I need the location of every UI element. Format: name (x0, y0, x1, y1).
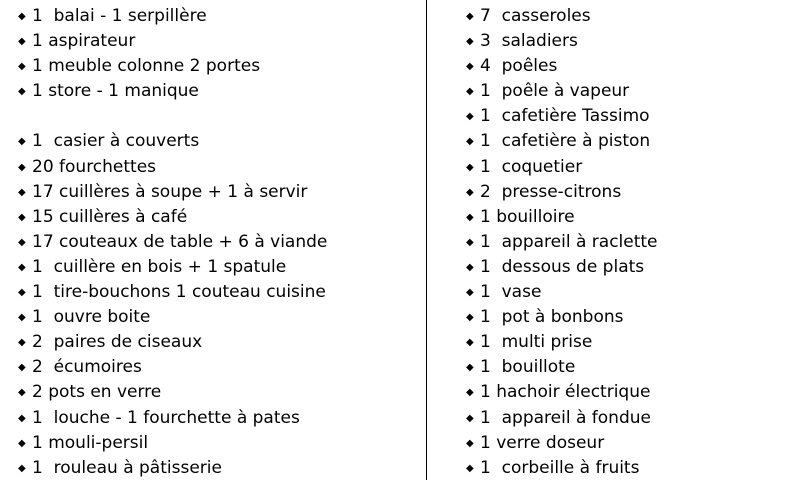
bullet-icon: ◆ (18, 387, 26, 399)
list-item: ◆ 4 poêles (466, 54, 658, 79)
list-item: ◆ 1 meuble colonne 2 portes (18, 54, 327, 79)
list-item: ◆ 1 corbeille à fruits (466, 456, 658, 481)
bullet-icon: ◆ (466, 337, 474, 349)
list-item: ◆ 1 tire-bouchons 1 couteau cuisine (18, 280, 327, 305)
list-item: ◆ 2 écumoires (18, 355, 327, 380)
list-item: ◆ 1 vase (466, 280, 658, 305)
list-item: ◆ 7 casseroles (466, 4, 658, 29)
list-item: ◆ 1 mouli-persil (18, 431, 327, 456)
bullet-icon: ◆ (466, 462, 474, 474)
bullet-icon: ◆ (466, 111, 474, 123)
list-item: ◆ 15 cuillères à café (18, 205, 327, 230)
list-item: ◆ 1 hachoir électrique (466, 380, 658, 405)
bullet-icon: ◆ (18, 11, 26, 22)
bullet-icon: ◆ (18, 437, 26, 449)
bullet-icon: ◆ (466, 36, 474, 48)
bullet-icon: ◆ (18, 136, 26, 148)
column-divider (426, 0, 427, 480)
list-item: ◆ 1 aspirateur (18, 29, 327, 54)
bullet-icon: ◆ (466, 61, 474, 73)
list-item: ◆ 1 casier à couverts (18, 129, 327, 154)
bullet-icon: ◆ (466, 412, 474, 424)
list-item: ◆ 1 dessous de plats (466, 255, 658, 280)
left-column (18, 4, 327, 481)
bullet-icon: ◆ (18, 236, 26, 248)
list-item: ◆ 1 bouillote (466, 355, 658, 380)
bullet-icon: ◆ (18, 86, 26, 98)
bullet-icon: ◆ (466, 186, 474, 198)
bullet-icon: ◆ (18, 161, 26, 173)
list-item: ◆ 1 cuillère en bois + 1 spatule (18, 255, 327, 280)
bullet-icon: ◆ (18, 36, 26, 48)
bullet-icon: ◆ (466, 161, 474, 173)
list-item: ◆ 1 poêle à vapeur (466, 79, 658, 104)
bullet-icon: ◆ (18, 462, 26, 474)
right-column (466, 4, 658, 481)
list-item: ◆ 17 couteaux de table + 6 à viande (18, 230, 327, 255)
list-item: ◆ 3 saladiers (466, 29, 658, 54)
bullet-icon: ◆ (466, 236, 474, 248)
bullet-icon: ◆ (18, 261, 26, 273)
list-item: ◆ 2 presse-citrons (466, 180, 658, 205)
list-item: ◆ 17 cuillères à soupe + 1 à servir (18, 180, 327, 205)
bullet-icon: ◆ (466, 312, 474, 324)
list-item: ◆ 1 multi prise (466, 330, 658, 355)
list-item: ◆ 1 cafetière à piston (466, 129, 658, 154)
list-item: ◆ 1 coquetier (466, 155, 658, 180)
bullet-icon: ◆ (466, 11, 474, 22)
bullet-icon: ◆ (18, 61, 26, 73)
bullet-icon: ◆ (466, 86, 474, 98)
list-item: ◆ 1 store - 1 manique (18, 79, 327, 104)
list-item: ◆ 1 balai - 1 serpillère (18, 4, 327, 29)
bullet-icon: ◆ (466, 261, 474, 273)
bullet-icon: ◆ (466, 437, 474, 449)
list-item: ◆ 1 ouvre boite (18, 305, 327, 330)
bullet-icon: ◆ (18, 186, 26, 198)
bullet-icon: ◆ (18, 362, 26, 374)
bullet-icon: ◆ (466, 287, 474, 299)
list-item: ◆ 1 rouleau à pâtisserie (18, 456, 327, 481)
bullet-icon: ◆ (18, 312, 26, 324)
bullet-icon: ◆ (466, 387, 474, 399)
list-item: ◆ 1 louche - 1 fourchette à pates (18, 406, 327, 431)
list-item: ◆ 20 fourchettes (18, 155, 327, 180)
bullet-icon: ◆ (18, 337, 26, 349)
group-spacer (18, 104, 327, 129)
list-item: ◆ 1 bouilloire (466, 205, 658, 230)
bullet-icon: ◆ (466, 362, 474, 374)
list-item: ◆ 1 appareil à raclette (466, 230, 658, 255)
list-item: ◆ 1 verre doseur (466, 431, 658, 456)
list-item: ◆ 2 paires de ciseaux (18, 330, 327, 355)
list-item: ◆ 1 appareil à fondue (466, 406, 658, 431)
bullet-icon: ◆ (466, 211, 474, 223)
list-item: ◆ 1 cafetière Tassimo (466, 104, 658, 129)
bullet-icon: ◆ (18, 211, 26, 223)
bullet-icon: ◆ (18, 287, 26, 299)
list-item: ◆ 1 pot à bonbons (466, 305, 658, 330)
bullet-icon: ◆ (18, 412, 26, 424)
list-item: ◆ 2 pots en verre (18, 380, 327, 405)
bullet-icon: ◆ (466, 136, 474, 148)
